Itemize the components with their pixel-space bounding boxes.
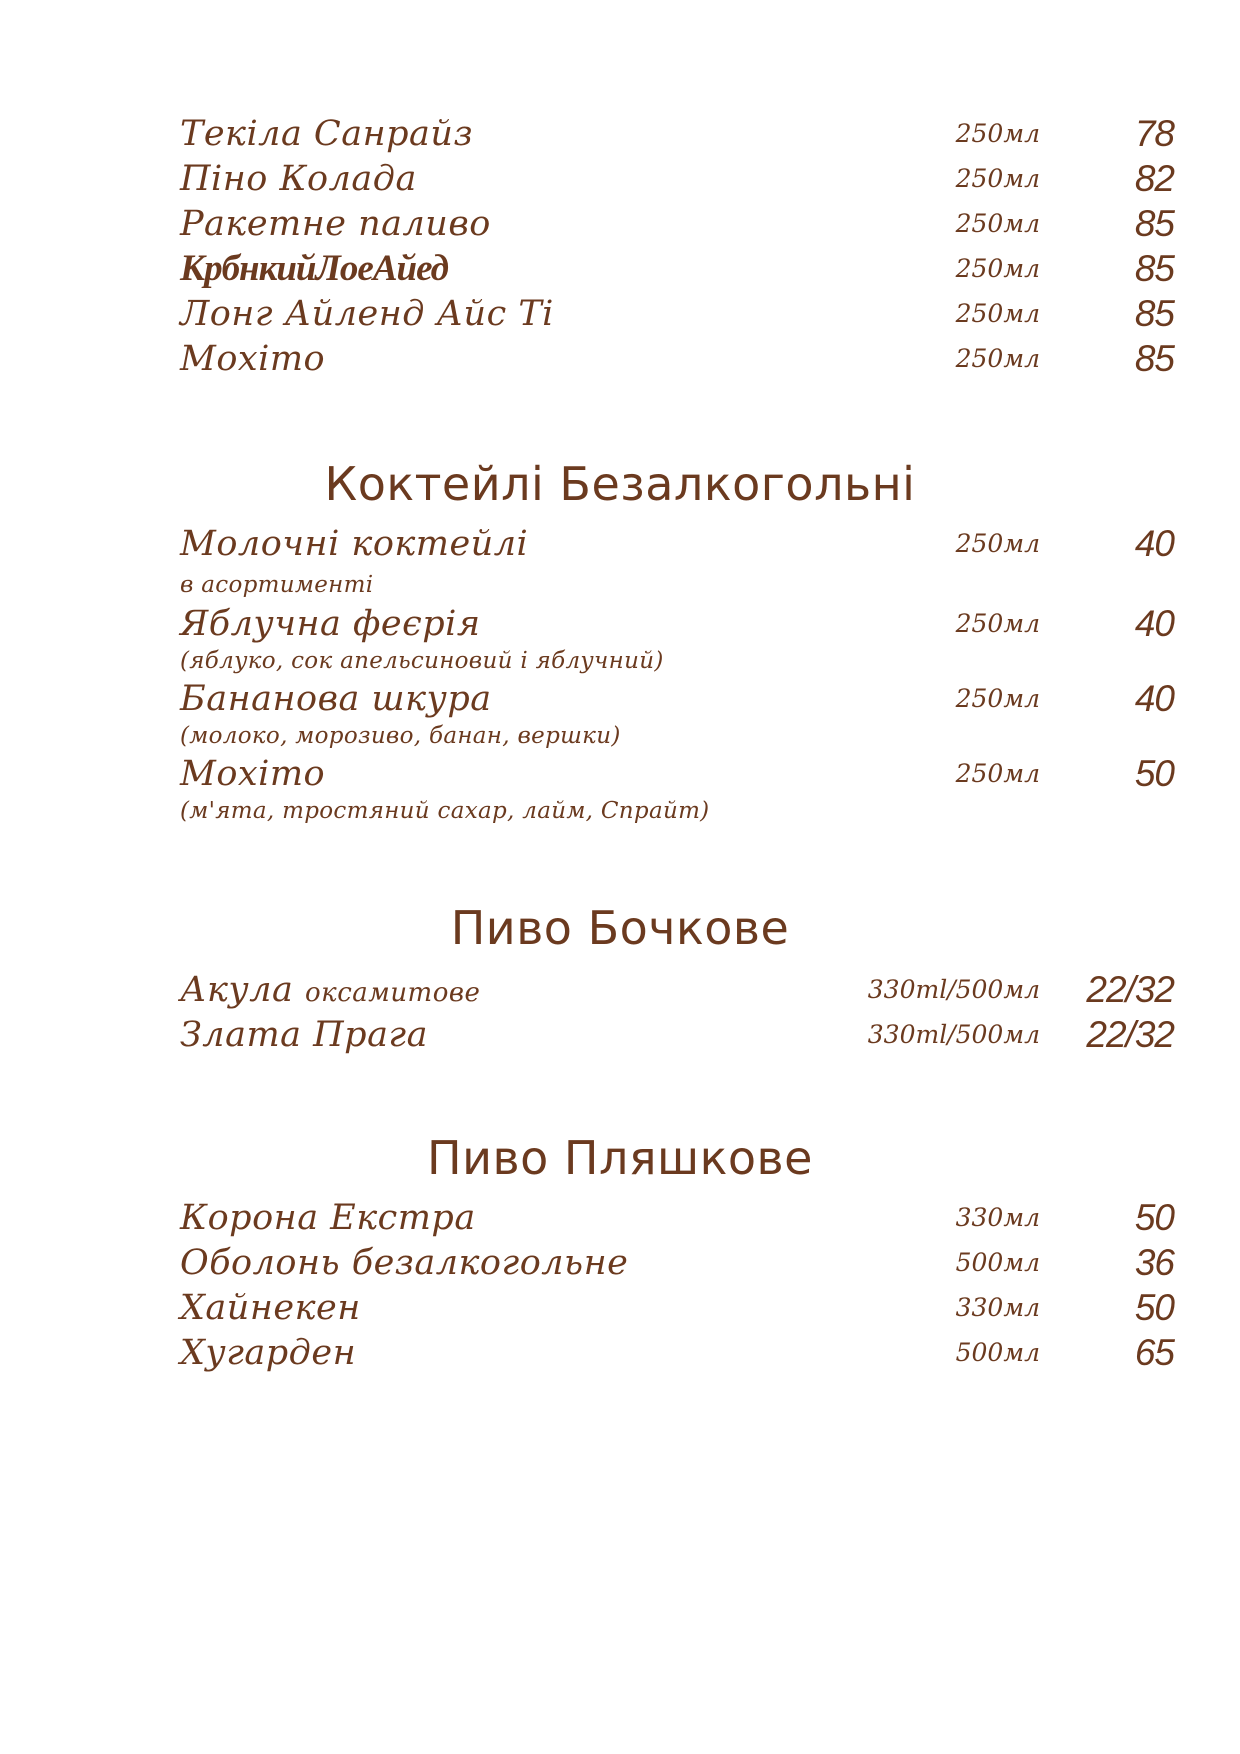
item-price: 22/32 [1086, 1014, 1174, 1055]
item-name: Мохіто [180, 754, 326, 794]
item-name: Злата Прага [180, 1015, 428, 1055]
item-volume: 330ml/500мл [867, 975, 1040, 1004]
section-heading-non-alcoholic: Коктейлі Безалкогольні [324, 457, 916, 511]
item-name: Хайнекен [180, 1288, 361, 1328]
item-volume: 330ml/500мл [867, 1020, 1040, 1049]
item-volume: 250мл [955, 164, 1040, 193]
item-price: 82 [1134, 158, 1174, 199]
item-volume: 250мл [955, 759, 1040, 788]
item-name: Текіла Санрайз [180, 114, 474, 154]
item-price: 36 [1134, 1242, 1174, 1283]
item-description: (молоко, морозиво, банан, вершки) [180, 723, 621, 749]
item-name: Ракетне паливо [180, 204, 491, 244]
item-volume: 250мл [955, 254, 1040, 283]
item-volume: 330мл [955, 1293, 1040, 1322]
item-description: в асортименті [180, 572, 374, 598]
item-description: (яблуко, сок апельсиновий і яблучний) [180, 648, 664, 674]
item-name: Піно Колада [180, 159, 417, 199]
item-name: Яблучна феєрія [180, 604, 481, 644]
item-price: 50 [1134, 753, 1174, 794]
item-price: 40 [1134, 523, 1174, 564]
item-price: 40 [1134, 603, 1174, 644]
item-price: 85 [1134, 293, 1174, 334]
item-volume: 500мл [955, 1338, 1040, 1367]
item-volume: 250мл [955, 344, 1040, 373]
item-price: 85 [1134, 203, 1174, 244]
item-name: Молочні коктейлі [180, 524, 529, 564]
item-name: КрбнкийЛоеАйед [180, 248, 448, 289]
item-name: Оболонь безалкогольне [180, 1243, 629, 1283]
item-name-suffix: оксамитове [305, 978, 481, 1008]
item-price: 50 [1134, 1287, 1174, 1328]
item-volume: 250мл [955, 529, 1040, 558]
item-name: Мохіто [180, 339, 326, 379]
item-price: 40 [1134, 678, 1174, 719]
item-volume: 250мл [955, 609, 1040, 638]
section-heading-draft-beer: Пиво Бочкове [450, 901, 790, 955]
item-price: 50 [1134, 1197, 1174, 1238]
item-price: 85 [1134, 338, 1174, 379]
item-volume: 250мл [955, 299, 1040, 328]
item-volume: 250мл [955, 209, 1040, 238]
item-price: 85 [1134, 248, 1174, 289]
item-name: Лонг Айленд Айс Ті [180, 294, 554, 334]
item-name: Хугарден [180, 1333, 357, 1373]
item-volume: 250мл [955, 119, 1040, 148]
item-volume: 250мл [955, 684, 1040, 713]
section-heading-bottled-beer: Пиво Пляшкове [427, 1131, 813, 1185]
item-name: Бананова шкура [180, 679, 492, 719]
item-price: 65 [1134, 1332, 1174, 1373]
item-description: (м'ята, тростяний сахар, лайм, Спрайт) [180, 798, 710, 824]
item-name [180, 968, 480, 1015]
item-name: Корона Екстра [180, 1198, 476, 1238]
item-name-main: Акула [180, 970, 294, 1010]
item-price: 78 [1134, 113, 1174, 154]
item-volume: 330мл [955, 1203, 1040, 1232]
item-price: 22/32 [1086, 969, 1174, 1010]
item-volume: 500мл [955, 1248, 1040, 1277]
